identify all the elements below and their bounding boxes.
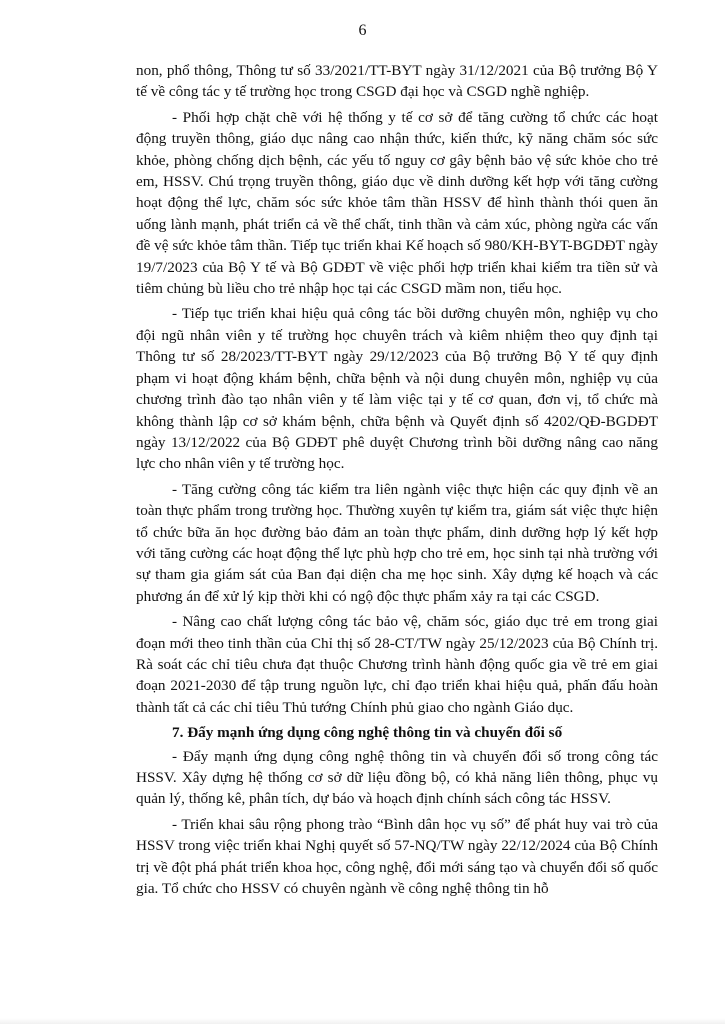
paragraph-it-application: - Đẩy mạnh ứng dụng công nghệ thông tin và chuyển đổi số trong công tác HSSV. Xây dựng hệ thống cơ sở dữ liệu đồng bộ, có khả năng liên thông, phục vụ quản lý, thống kê, phân tích, dự báo và hoạch định chính sách công tác HSSV. bbox=[136, 747, 658, 808]
section-heading-7: 7. Đẩy mạnh ứng dụng công nghệ thông tin và chuyển đổi số bbox=[172, 724, 563, 742]
document-body bbox=[136, 60, 658, 903]
page-number: 6 bbox=[358, 22, 367, 39]
paragraph-continuation: non, phổ thông, Thông tư số 33/2021/TT-BYT ngày 31/12/2021 của Bộ trưởng Bộ Y tế về công tác y tế trường học trong CSGD đại học và CSGD nghề nghiệp. bbox=[136, 62, 658, 101]
paragraph-food-safety: - Tăng cường công tác kiểm tra liên ngành việc thực hiện các quy định về an toàn thực phẩm trong trường học. Thường xuyên tự kiểm tra, giám sát việc thực hiện tổ chức bữa ăn học đường bảo đảm an toàn thực phẩm, dinh dưỡng hợp lý kết hợp với tăng cường các hoạt động thể lực phù hợp cho trẻ em, học sinh tại nhà trường với sự tham gia giám sát của Ban đại diện cha mẹ học sinh. Xây dựng kế hoạch và các phương án để xử lý kịp thời khi có ngộ độc thực phẩm xảy ra tại các CSGD. bbox=[136, 480, 658, 605]
scan-bottom-edge bbox=[0, 1018, 725, 1024]
paragraph-digital-literacy: - Triển khai sâu rộng phong trào “Bình dân học vụ số” để phát huy vai trò của HSSV trong việc triển khai Nghị quyết số 57-NQ/TW ngày 22/12/2024 của Bộ Chính trị về đột phá phát triển khoa học, công nghệ, đổi mới sáng tạo và chuyển đổi số quốc gia. Tổ chức cho HSSV có chuyên ngành về công nghệ thông tin hỗ bbox=[136, 815, 658, 898]
paragraph-staff-training: - Tiếp tục triển khai hiệu quả công tác bồi dưỡng chuyên môn, nghiệp vụ cho đội ngũ nhân viên y tế trường học chuyên trách và kiêm nhiệm theo quy định tại Thông tư số 28/2023/TT-BYT ngày 29/12/2023 của Bộ trưởng Bộ Y tế quy định phạm vi hoạt động khám bệnh, chữa bệnh và nội dung chuyên môn, nghiệp vụ của chương trình đào tạo nhân viên y tế làm việc tại y tế cơ quan, đơn vị, tổ chức mà không thành lập cơ sở khám bệnh, chữa bệnh và Quyết định số 4202/QĐ-BGDĐT ngày 13/12/2022 của Bộ GDĐT phê duyệt Chương trình bồi dưỡng nâng cao năng lực cho nhân viên y tế trường học. bbox=[136, 305, 658, 473]
paragraph-health-communication: - Phối hợp chặt chẽ với hệ thống y tế cơ sở để tăng cường tổ chức các hoạt động truyền thông, giáo dục nâng cao nhận thức, kiến thức, kỹ năng chăm sóc sức khỏe, phòng chống dịch bệnh, các yếu tố nguy cơ gây bệnh bảo vệ sức khỏe cho trẻ em, HSSV. Chú trọng truyền thông, giáo dục về dinh dưỡng kết hợp với tăng cường hoạt động thể lực, chăm sóc sức khỏe tâm thần HSSV để hình thành thói quen ăn uống lành mạnh, phát triển cả về thể chất, tinh thần và cảm xúc, phòng ngừa các vấn đề vệ sức khỏe tâm thần. Tiếp tục triển khai Kế hoạch số 980/KH-BYT-BGDĐT ngày 19/7/2023 của Bộ Y tế và Bộ GDĐT về việc phối hợp triển khai kiểm tra tiền sử và tiêm chủng bù liều cho trẻ nhập học tại các CSGD mầm non, tiểu học. bbox=[136, 108, 658, 298]
paragraph-child-protection: - Nâng cao chất lượng công tác bảo vệ, chăm sóc, giáo dục trẻ em trong giai đoạn mới theo tinh thần của Chỉ thị số 28-CT/TW ngày 25/12/2023 của Bộ Chính trị. Rà soát các chỉ tiêu chưa đạt thuộc Chương trình hành động quốc gia về trẻ em giai đoạn 2021-2030 để tập trung nguồn lực, chỉ đạo triển khai hiệu quả, phấn đấu hoàn thành tất cả các chỉ tiêu Thủ tướng Chính phủ giao cho ngành Giáo dục. bbox=[136, 613, 658, 716]
